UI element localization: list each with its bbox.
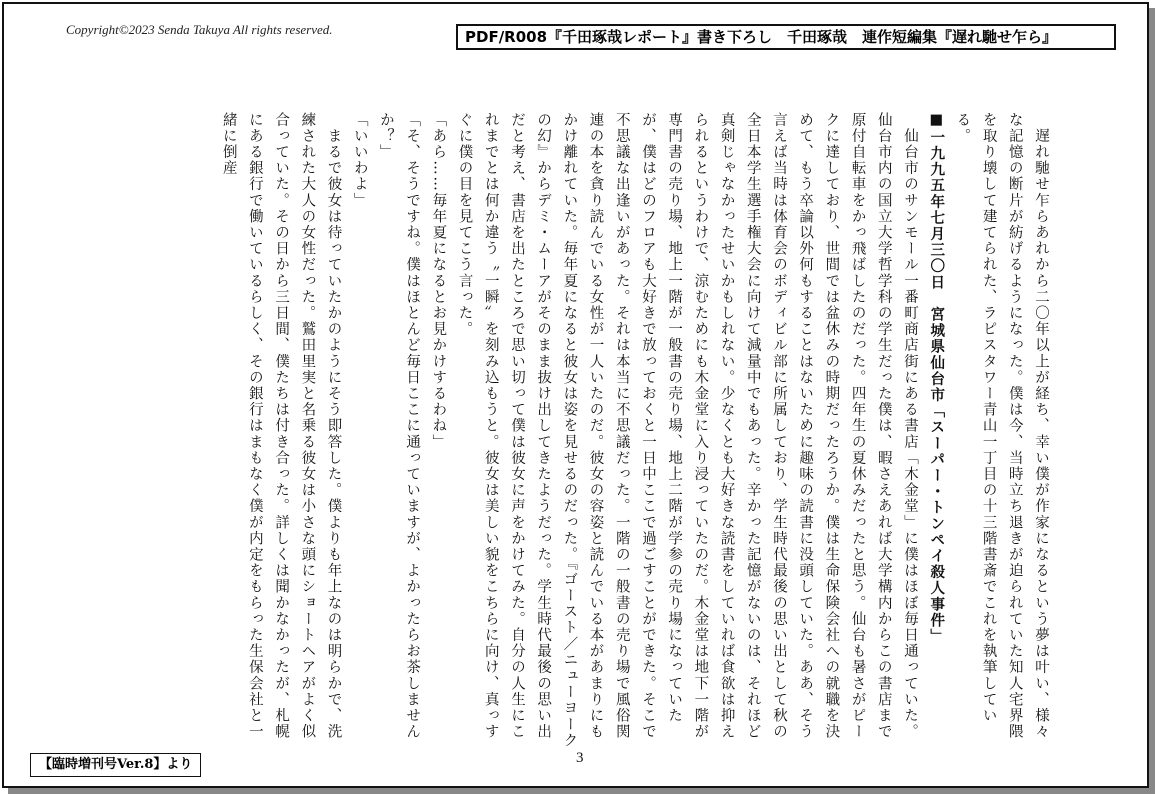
dialogue-line: 「あら……毎年夏になるとお見かけするわね」 [430, 112, 447, 451]
copyright-notice: Copyright©2023 Senda Takuya All rights reserved. [66, 22, 333, 37]
page-frame [2, 2, 1149, 788]
dialogue-line: 「そ、そうですね。僕はほとんど毎日ここに通っていますが、よかったらお茶しませんか？」 [377, 112, 421, 740]
vertical-body-text [52, 112, 1054, 752]
section-heading: ■一九九五年七月三〇日 宮城県仙台市「スーパー・トンペイ殺人事件」 [928, 112, 945, 645]
paragraph: 仙台市のサンモール一番町商店街にある書店「木金堂」に僕はほぼ毎日通っていた。仙台市内の国立大学哲学科の学生だった僕は、暇さえあれば大学構内からこの書店まで原付自転車をかっ飛ばしたのだった。四年生の夏休みだったと思う。仙台も暑さがピークに達しており、世間では盆休みの時期だったろうか。僕は生命保険会社への就職を決めて、もう卒論以外何もすることはないために趣味の読書に没頭していた。ああ、そう言えば当時は体育会のボディビル部に所属しており、学生時代最後の思い出として秋の全日本学生選手権大会に向けて減量中でもあった。辛かった記憶がないのは、それほど真剣じゃなかったせいかもしれない。少なくとも大好きな読書をしていれば食欲は抑えられるというわけで、涼むためにも木金堂に入り浸っていたのだ。木金堂は地下一階が専門書の売り場、地上一階が一般書の売り場、地上二階が学参の売り場になっていたが、僕はどのフロアも大好きで放っておくと一日中ここで過ごすことができた。そこで不思議な出逢いがあった。それは本当に不思議だった。一階の一般書の売り場で風俗関連の本を貪り読んでいる女性が一人いたのだ。彼女の容姿と読んでいる本があまりにもかけ離れていた。毎年夏になると彼女は姿を見せるのだった。『ゴースト／ニューヨークの幻』からデミ・ムーアがそのまま抜け出してきたようだった。学生時代最後の思い出だと考え、書店を出たところで思い切って僕は彼女に声をかけてみた。自分の人生にこれまでとは何か違う〝一瞬〟を刻み込もうと。彼女は美しい貌をこちらに向け、真っすぐに僕の目を見てこう言った。 [456, 112, 918, 749]
paragraph: まるで彼女は待っていたかのようにそう即答した。僕よりも年上なのは明らかで、洗練された大人の女性だった。鷲田里実と名乗る彼女は小さな頭にショートヘアがよく似合っていた。その日から三日間、僕たちは付き合った。詳しくは聞かなかったが、札幌にある銀行で働いているらしく、その銀行はまもなく僕が内定をもらった生保会社と一緒に倒産 [220, 112, 342, 740]
paragraph: 遅れ馳せ乍らあれから二〇年以上が経ち、幸い僕が作家になるという夢は叶い、様々な記憶の断片が紡げるようになった。僕は今、当時立ち退きが迫られていた知人宅界隈を取り壊して建てられた、ラピスタワー青山一丁目の十三階書斎でこれを執筆している。 [954, 112, 1049, 740]
dialogue-line: 「いいわよ」 [351, 112, 368, 209]
source-label: 【臨時増刊号Ver.8】より [30, 753, 201, 777]
document-title: PDF/R008『千田琢哉レポート』書き下ろし 千田琢哉 連作短編集『遅れ馳せ乍ら』 [456, 24, 1116, 50]
page-number: 3 [576, 750, 584, 766]
